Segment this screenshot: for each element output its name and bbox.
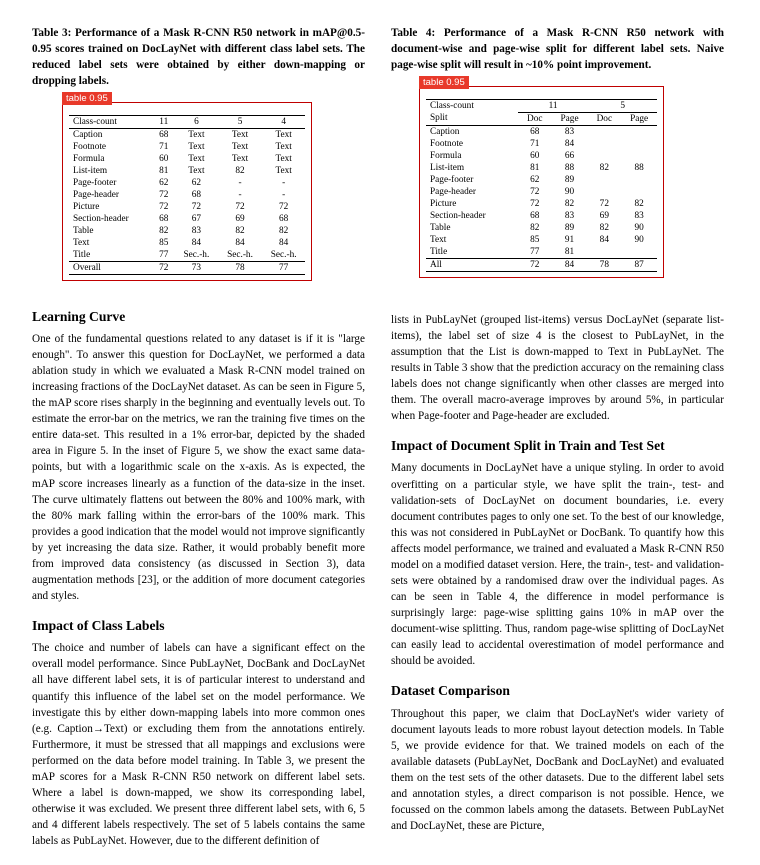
table-cell: Section-header <box>430 210 486 221</box>
table-total-row <box>426 258 657 271</box>
table-cell: 89 <box>564 174 575 185</box>
section-heading-impact-class-labels: Impact of Class Labels <box>32 618 165 633</box>
table-cell: 84 <box>191 237 202 248</box>
section-heading-learning-curve: Learning Curve <box>32 308 126 324</box>
table-cell: Title <box>426 246 518 259</box>
table-cell: Caption <box>73 129 103 140</box>
table-cell: 82 <box>235 165 245 176</box>
table-cell: 82 <box>235 225 245 236</box>
table-cell: Text <box>275 153 292 164</box>
table-cell <box>620 246 657 259</box>
table-cell: 84 <box>564 138 575 149</box>
table-row <box>426 99 657 112</box>
table-cell <box>587 186 620 198</box>
table-cell: 77 <box>152 249 174 262</box>
table-cell <box>620 138 657 150</box>
table-cell: Text <box>188 141 205 152</box>
table-cell: 68 <box>530 126 540 137</box>
table-cell: 82 <box>530 222 540 233</box>
table-cell: 72 <box>530 198 540 209</box>
table-row <box>69 141 305 153</box>
table-3-caption: Table 3: Performance of a Mask R-CNN R50 network in mAP@0.5-0.95 scores trained on DocLayNet with different class label sets. The reduced label sets were obtained by either down-mapping or dropping labels. <box>32 27 365 87</box>
table-cell <box>587 246 620 259</box>
section-heading-document-split: Impact of Document Split in Train and Test Set <box>391 438 665 454</box>
table-cell: 83 <box>634 210 644 221</box>
table-cell: 77 <box>518 246 551 259</box>
table-cell: 72 <box>159 189 169 200</box>
table-row <box>426 162 657 174</box>
table-row <box>426 186 657 198</box>
table-cell: Text <box>275 165 292 176</box>
table-3-header-cell: 6 <box>174 115 218 128</box>
paragraph: One of the fundamental questions related to any dataset is if it is "large enough". To answer this question for DocLayNet, we performed a data ablation study in which we evaluated a Mask R-CNN model trained on increasing fractions of the DocLayNet dataset. As can be seen in Figure 5, the mAP score rises sharply in the beginning and eventually levels out. To estimate the error-bar on the metrics, we ran the training five times on the entire data-set. This resulted in a 1% error-bar, depicted by the shaded area in Figure 5. In the inset of Figure 5, we show the exact same data-points, but with a logarithmic scale on the x-axis. As is expected, the mAP score increases linearly as a function of the data-size in the inset. The curve ultimately flattens out between the 80% and 100% mark, with the 80% mark falling within the error-bars of the 100% mark. This provides a good indication that the model would not improve significantly by yet increasing the data size. Rather, it would probably benefit more from improved data consistency (as discussed in Section 3), data augmentation methods [23], or the addition of more document categories and styles. <box>32 332 365 602</box>
table-cell: 81 <box>551 246 588 259</box>
table-cell: Sec.-h. <box>261 249 305 262</box>
table-cell: 82 <box>599 162 609 173</box>
table-cell: Picture <box>73 201 100 212</box>
table-total-row <box>69 261 305 274</box>
table-cell: 69 <box>599 210 609 221</box>
table-cell: 84 <box>599 234 609 245</box>
table-cell: - <box>238 177 242 188</box>
table-4-subheader-cell: Split <box>426 112 518 125</box>
table-row <box>426 222 657 234</box>
left-column <box>32 26 365 856</box>
table-cell: 90 <box>634 222 644 233</box>
table-4-header-cell: Class-count <box>426 99 518 112</box>
table-cell <box>620 174 657 186</box>
table-cell: 89 <box>564 222 575 233</box>
table-cell: 85 <box>159 237 169 248</box>
table-cell: Text <box>231 141 249 152</box>
table-cell: Text <box>188 129 205 140</box>
table-cell: Text <box>73 237 90 248</box>
table-cell: Text <box>275 141 292 152</box>
table-row <box>69 165 305 177</box>
table-cell: 68 <box>159 129 169 140</box>
table-row <box>69 128 305 141</box>
table-cell: 68 <box>279 213 289 224</box>
table-cell: 78 <box>218 261 262 274</box>
table-cell: Page-footer <box>430 174 474 185</box>
table-cell: 66 <box>564 150 575 161</box>
table-cell: 84 <box>279 237 289 248</box>
table-cell: - <box>282 177 286 188</box>
table-row <box>426 112 657 125</box>
table-row <box>426 150 657 162</box>
table-cell: 81 <box>159 165 169 176</box>
paragraph: Many documents in DocLayNet have a unique styling. In order to avoid overfitting on a particular style, we have split the train-, test- and validation-sets of DocLayNet on document boundaries, i.e. every document contributes pages to only one set. To the best of our knowledge, this was not considered in PubLayNet or DocBank. To quantify how this affects model performance, we trained and evaluated a Mask R-CNN R50 model on a modified dataset version. Here, the train-, test- and validation-sets were obtained by a randomised draw over the individual pages. As can be seen in Table 4, the difference in model performance is surprisingly large: page-wise splitting gains 10% in mAP over the document-wise splitting. Thus, random page-wise splitting of DocLayNet can easily lead to accidental overestimation of model performance and should be avoided. <box>391 462 724 668</box>
table-cell: 72 <box>152 261 174 274</box>
table-cell: List-item <box>430 162 465 173</box>
table-cell <box>587 125 620 138</box>
table-cell: Sec.-h. <box>218 249 262 262</box>
table-row <box>426 125 657 138</box>
table-cell: 73 <box>174 261 218 274</box>
table-row <box>69 177 305 189</box>
table-cell <box>587 150 620 162</box>
table-cell: 68 <box>159 213 169 224</box>
table-cell: Text <box>188 165 205 176</box>
table-row <box>69 213 305 225</box>
table-cell: Text <box>275 129 292 140</box>
table-3-detection-tag: table 0.95 <box>62 92 112 105</box>
table-4-subheader-cell: Page <box>551 112 588 125</box>
table-row <box>69 225 305 237</box>
table-cell: 82 <box>564 198 575 209</box>
table-3-header-cell: Class-count <box>69 115 152 128</box>
table-row <box>69 201 305 213</box>
table-cell <box>587 138 620 150</box>
table-3-header-cell: 11 <box>152 115 174 128</box>
table-cell: Picture <box>430 198 457 209</box>
table-cell: 90 <box>634 234 644 245</box>
table-cell: 72 <box>279 201 289 212</box>
table-cell: 72 <box>518 258 551 271</box>
table-cell: Footnote <box>430 138 464 149</box>
table-cell: 84 <box>235 237 245 248</box>
table-cell: 83 <box>564 126 575 137</box>
table-cell: 90 <box>564 186 575 197</box>
table-cell: 71 <box>530 138 540 149</box>
table-3-box <box>62 92 312 281</box>
table-cell: 81 <box>530 162 540 173</box>
table-cell: Section-header <box>73 213 129 224</box>
table-cell <box>620 186 657 198</box>
table-4-caption: Table 4: Performance of a Mask R-CNN R50 network with document-wise and page-wise split for different label sets. Naive page-wise split will result in ~10% point improvement. <box>391 27 724 71</box>
table-4-subheader-cell: Page <box>620 112 657 125</box>
table-cell: 69 <box>235 213 245 224</box>
table-row <box>426 234 657 246</box>
table-cell: 82 <box>599 222 609 233</box>
table-row <box>426 138 657 150</box>
table-cell: 72 <box>159 201 169 212</box>
table-cell: Text <box>231 153 249 164</box>
table-cell: Text <box>231 129 249 140</box>
table-cell <box>587 174 620 186</box>
table-3-header-cell: 4 <box>261 115 305 128</box>
table-cell: Footnote <box>73 141 107 152</box>
table-cell: 72 <box>599 198 609 209</box>
table-cell: Caption <box>430 126 460 137</box>
table-cell: 83 <box>191 225 202 236</box>
table-4-detection-tag: table 0.95 <box>419 76 469 89</box>
table-row <box>69 189 305 201</box>
paragraph: The choice and number of labels can have a significant effect on the overall model performance. Since PubLayNet, DocBank and DocLayNet all have different label sets, it is of particular interest to understand and quantify this influence of the label set on the model performance. We investigate this by either down-mapping labels into more common ones (e.g. Caption→Text) or excluding them from the annotations entirely. Furthermore, it must be stressed that all mappings and exclusions were performed on the data before model training. In Table 3, we present the mAP scores for a Mask R-CNN R50 network on different label sets. Where a label is down-mapped, we show its corresponding label, otherwise it was excluded. We present three different label sets, with 6, 5 and 4 different labels respectively. The set of 5 labels contains the same labels as PubLayNet. However, due to the different definition of <box>32 642 365 848</box>
table-cell: 60 <box>159 153 169 164</box>
table-cell: 82 <box>279 225 289 236</box>
table-row <box>69 237 305 249</box>
table-cell <box>620 150 657 162</box>
table-3-header-cell: 5 <box>218 115 262 128</box>
table-cell: Text <box>430 234 447 245</box>
table-cell: Text <box>188 153 205 164</box>
table-cell: Page-footer <box>73 177 117 188</box>
table-cell: - <box>238 189 242 200</box>
table-cell: Page-header <box>430 186 476 197</box>
table-4-group-header: 5 <box>587 99 657 112</box>
table-cell: Overall <box>69 261 152 274</box>
table-4 <box>426 99 657 272</box>
table-cell: Table <box>73 225 94 236</box>
table-row <box>426 246 657 259</box>
paragraph: Throughout this paper, we claim that DocLayNet's wider variety of document layouts leads to more robust layout detection models. In Table 5, we provide evidence for that. We trained models on each of the available datasets (PubLayNet, DocBank and DocLayNet) and evaluated them on the test sets of the other datasets. Due to the different label sets and annotation styles, a direct comparison is not possible. Hence, we focussed on the common labels among the datasets. Between PubLayNet and DocLayNet, these are Picture, <box>391 707 724 833</box>
table-4-group-header: 11 <box>518 99 588 112</box>
table-row <box>69 115 305 128</box>
table-cell: 85 <box>530 234 540 245</box>
table-cell: 72 <box>235 201 245 212</box>
table-cell: 67 <box>191 213 202 224</box>
table-row <box>69 249 305 262</box>
table-cell: 60 <box>530 150 540 161</box>
table-cell: Title <box>69 249 152 262</box>
table-cell: Table <box>430 222 451 233</box>
table-cell: 78 <box>587 258 620 271</box>
table-cell: 83 <box>564 210 575 221</box>
table-cell: 84 <box>551 258 588 271</box>
table-cell: 72 <box>530 186 540 197</box>
table-cell: 88 <box>564 162 575 173</box>
table-cell: 87 <box>620 258 657 271</box>
table-cell: 62 <box>530 174 540 185</box>
table-row <box>69 153 305 165</box>
table-cell: 82 <box>634 198 644 209</box>
table-cell: 71 <box>159 141 169 152</box>
table-cell: 88 <box>634 162 644 173</box>
table-cell: 68 <box>530 210 540 221</box>
table-4-subheader-cell: Doc <box>518 112 551 125</box>
table-cell: 68 <box>191 189 202 200</box>
table-4-subheader-cell: Doc <box>587 112 620 125</box>
section-heading-dataset-comparison: Dataset Comparison <box>391 683 510 699</box>
table-row <box>426 198 657 210</box>
table-cell: Formula <box>430 150 462 161</box>
table-cell: 62 <box>191 177 202 188</box>
table-cell: List-item <box>73 165 108 176</box>
table-cell: 62 <box>159 177 169 188</box>
table-3 <box>69 115 305 275</box>
table-cell: All <box>426 258 518 271</box>
table-cell: Page-header <box>73 189 119 200</box>
table-cell: Sec.-h. <box>174 249 218 262</box>
paragraph: lists in PubLayNet (grouped list-items) versus DocLayNet (separate list-items), the label set of size 4 is the closest to PubLayNet, in the assumption that the List is down-mapped to Text in PubLayNet. The results in Table 3 show that the prediction accuracy on the remaining class labels does not change significantly when other classes are merged into them. The overall macro-average improves by around 5%, in particular when Page-footer and Page-header are excluded. <box>391 313 724 423</box>
right-column <box>391 26 724 856</box>
table-4-box <box>419 76 664 278</box>
table-cell: - <box>282 189 286 200</box>
table-row <box>426 174 657 186</box>
table-row <box>426 210 657 222</box>
table-cell: Formula <box>73 153 105 164</box>
table-cell: 72 <box>191 201 202 212</box>
table-cell: 82 <box>159 225 169 236</box>
table-cell: 91 <box>564 234 575 245</box>
table-cell: 77 <box>261 261 305 274</box>
table-cell <box>620 125 657 138</box>
